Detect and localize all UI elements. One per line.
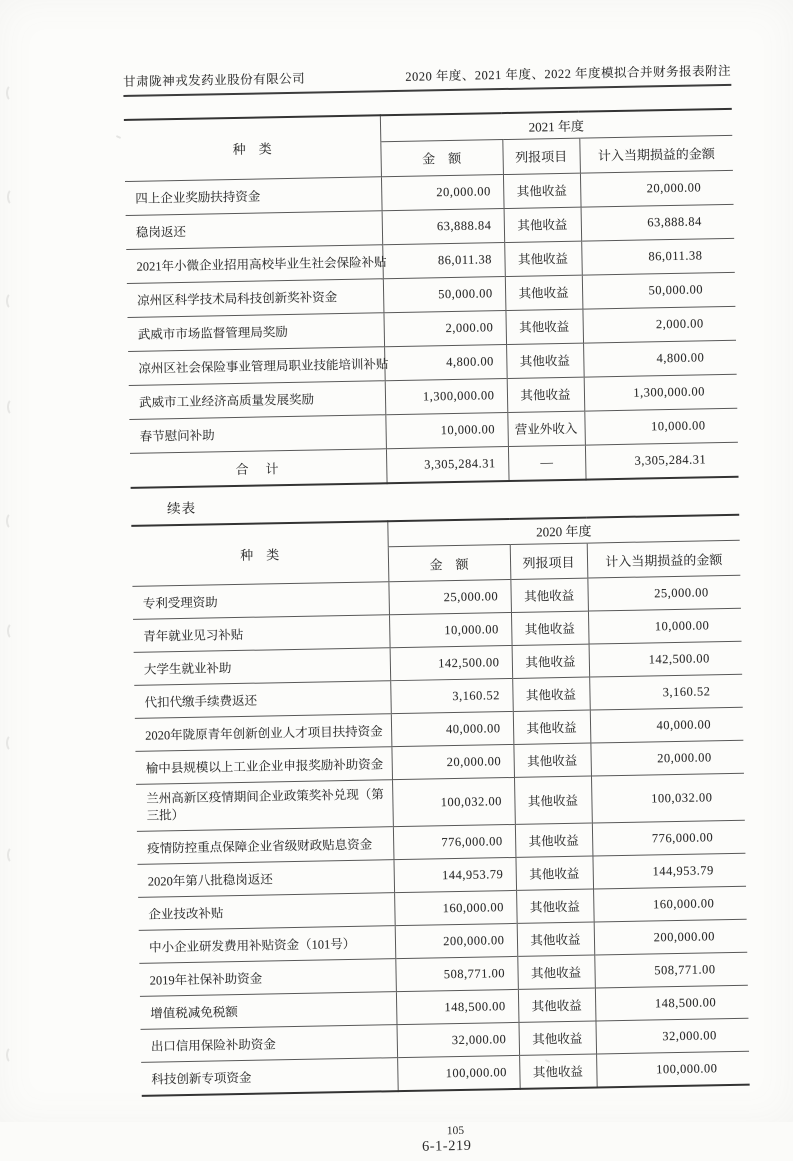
page-content bbox=[123, 61, 751, 1161]
category-cell: 青年就业见习补贴 bbox=[133, 615, 390, 653]
included-cell: 40,000.00 bbox=[590, 707, 744, 743]
category-cell: 兰州高新区疫情期间企业政策奖补兑现（第三批） bbox=[136, 780, 393, 832]
item-cell: 其他收益 bbox=[505, 309, 583, 344]
column-header-item: 列报项目 bbox=[510, 543, 588, 579]
category-cell: 2020年第八批稳岗返还 bbox=[138, 860, 395, 898]
category-cell: 专利受理资助 bbox=[132, 582, 389, 620]
included-cell: 142,500.00 bbox=[589, 641, 743, 677]
included-cell: 148,500.00 bbox=[595, 985, 749, 1021]
item-cell: 其他收益 bbox=[515, 856, 593, 890]
included-cell: 50,000.00 bbox=[582, 272, 736, 309]
item-cell: 其他收益 bbox=[510, 578, 588, 612]
scan-artifact bbox=[6, 1046, 19, 1064]
item-cell: 其他收益 bbox=[512, 677, 590, 711]
category-cell: 四上企业奖励扶持资金 bbox=[125, 176, 382, 215]
total-label: 合 计 bbox=[130, 448, 387, 487]
column-header-included: 计入当期损益的金额 bbox=[579, 135, 733, 173]
period-header: 2021 年度 bbox=[380, 109, 732, 141]
document-header bbox=[123, 61, 731, 97]
amount-cell: 148,500.00 bbox=[396, 989, 519, 1024]
amount-cell: 508,771.00 bbox=[395, 956, 518, 991]
amount-cell: 160,000.00 bbox=[394, 890, 517, 925]
page-footer bbox=[142, 1120, 750, 1161]
item-cell: 其他收益 bbox=[511, 611, 589, 645]
amount-cell: 86,011.38 bbox=[382, 242, 505, 278]
scan-artifact bbox=[6, 734, 19, 752]
included-cell: 2,000.00 bbox=[582, 306, 736, 343]
included-cell: 32,000.00 bbox=[595, 1018, 749, 1054]
total-included: 3,305,284.31 bbox=[585, 442, 739, 479]
item-cell: 其他收益 bbox=[503, 173, 581, 208]
included-cell: 144,953.79 bbox=[592, 853, 746, 889]
category-cell: 科技创新专项资金 bbox=[141, 1058, 398, 1096]
amount-cell: 144,953.79 bbox=[393, 857, 516, 892]
item-cell: 其他收益 bbox=[516, 889, 594, 923]
item-cell: 其他收益 bbox=[517, 955, 595, 989]
included-cell: 86,011.38 bbox=[581, 238, 735, 275]
scan-artifact bbox=[6, 512, 19, 530]
column-header-amount: 金 额 bbox=[380, 139, 503, 176]
item-cell: 其他收益 bbox=[515, 823, 593, 857]
document-number: 6-1-219 bbox=[421, 1138, 472, 1155]
category-cell: 凉州区社会保险事业管理局职业技能培训补贴 bbox=[128, 346, 385, 385]
amount-cell: 20,000.00 bbox=[391, 744, 514, 779]
included-cell: 776,000.00 bbox=[592, 820, 746, 856]
item-cell: 其他收益 bbox=[512, 644, 590, 678]
item-cell: 其他收益 bbox=[513, 710, 591, 744]
scan-artifact bbox=[7, 398, 20, 416]
column-header-item: 列报项目 bbox=[502, 138, 580, 174]
amount-cell: 2,000.00 bbox=[383, 310, 506, 346]
item-cell: 其他收益 bbox=[506, 343, 584, 378]
category-cell: 出口信用保险补助资金 bbox=[141, 1025, 398, 1063]
item-cell: 其他收益 bbox=[517, 922, 595, 956]
item-cell: 其他收益 bbox=[504, 207, 582, 242]
scan-speck bbox=[116, 135, 121, 139]
item-cell: 其他收益 bbox=[505, 275, 583, 310]
amount-cell: 1,300,000.00 bbox=[385, 378, 508, 414]
column-header-included: 计入当期损益的金额 bbox=[587, 540, 741, 578]
included-cell: 3,160.52 bbox=[589, 674, 743, 710]
included-cell: 63,888.84 bbox=[581, 204, 735, 241]
amount-cell: 50,000.00 bbox=[383, 276, 506, 312]
item-cell: 其他收益 bbox=[519, 1054, 597, 1089]
included-cell: 4,800.00 bbox=[583, 340, 737, 377]
included-cell: 160,000.00 bbox=[593, 886, 747, 922]
category-cell: 凉州区科学技术局科技创新奖补资金 bbox=[127, 278, 384, 317]
included-cell: 508,771.00 bbox=[594, 952, 748, 988]
category-cell: 稳岗返还 bbox=[126, 210, 383, 249]
item-cell: 其他收益 bbox=[518, 1021, 596, 1055]
amount-cell: 32,000.00 bbox=[397, 1022, 520, 1057]
category-cell: 武威市市场监督管理局奖励 bbox=[127, 312, 384, 351]
category-cell: 中小企业研发费用补贴资金（101号） bbox=[139, 926, 396, 964]
column-header-category: 种 类 bbox=[239, 546, 280, 563]
amount-cell: 20,000.00 bbox=[381, 174, 504, 210]
company-name: 甘肃陇神戎发药业股份有限公司 bbox=[123, 71, 306, 89]
included-cell: 100,000.00 bbox=[596, 1051, 750, 1087]
column-header-amount: 金 额 bbox=[388, 544, 511, 581]
amount-cell: 3,160.52 bbox=[390, 678, 513, 713]
scan-artifact bbox=[7, 188, 20, 206]
category-cell: 春节慰问补助 bbox=[129, 414, 386, 453]
category-cell: 2021年小微企业招用高校毕业生社会保险补贴 bbox=[126, 244, 383, 283]
amount-cell: 10,000.00 bbox=[385, 412, 508, 448]
period-header: 2020 年度 bbox=[387, 514, 739, 546]
scan-artifact bbox=[6, 84, 19, 102]
category-cell: 代扣代缴手续费返还 bbox=[134, 681, 391, 719]
column-header-category: 种 类 bbox=[232, 141, 272, 158]
amount-cell: 25,000.00 bbox=[388, 579, 511, 614]
included-cell: 20,000.00 bbox=[580, 170, 734, 207]
category-cell: 2020年陇原青年创新创业人才项目扶持资金 bbox=[135, 714, 392, 752]
item-cell: 其他收益 bbox=[507, 377, 585, 412]
amount-cell: 142,500.00 bbox=[390, 645, 513, 680]
subsidy-table-2021 bbox=[124, 108, 739, 489]
continued-table-label: 续表 bbox=[166, 500, 197, 516]
report-title: 2020 年度、2021 年度、2022 年度模拟合并财务报表附注 bbox=[405, 63, 732, 84]
amount-cell: 10,000.00 bbox=[389, 612, 512, 647]
scan-artifact bbox=[7, 622, 20, 640]
included-cell: 10,000.00 bbox=[588, 608, 742, 644]
item-cell: 营业外收入 bbox=[507, 411, 585, 446]
included-cell: 10,000.00 bbox=[584, 408, 738, 445]
category-cell: 武威市工业经济高质量发展奖励 bbox=[129, 380, 386, 419]
total-amount: 3,305,284.31 bbox=[386, 446, 509, 483]
category-cell: 增值税减免税额 bbox=[140, 992, 397, 1030]
category-cell: 大学生就业补助 bbox=[134, 648, 391, 686]
amount-cell: 100,000.00 bbox=[397, 1055, 520, 1091]
amount-cell: 40,000.00 bbox=[391, 711, 514, 746]
included-cell: 200,000.00 bbox=[594, 919, 748, 955]
amount-cell: 63,888.84 bbox=[382, 208, 505, 244]
total-item: — bbox=[508, 445, 586, 481]
amount-cell: 200,000.00 bbox=[395, 923, 518, 958]
item-cell: 其他收益 bbox=[504, 241, 582, 276]
category-cell: 企业技改补贴 bbox=[138, 893, 395, 931]
subsidy-table-2020 bbox=[131, 513, 749, 1097]
page-number: 105 bbox=[446, 1124, 465, 1138]
item-cell: 其他收益 bbox=[514, 776, 592, 824]
included-cell: 20,000.00 bbox=[590, 740, 744, 776]
included-cell: 1,300,000.00 bbox=[584, 374, 738, 411]
item-cell: 其他收益 bbox=[513, 743, 591, 777]
amount-cell: 100,032.00 bbox=[392, 777, 515, 826]
item-cell: 其他收益 bbox=[518, 988, 596, 1022]
included-cell: 100,032.00 bbox=[591, 773, 745, 823]
included-cell: 25,000.00 bbox=[587, 575, 741, 611]
amount-cell: 776,000.00 bbox=[393, 824, 516, 859]
scan-artifact bbox=[6, 292, 19, 310]
amount-cell: 4,800.00 bbox=[384, 344, 507, 380]
category-cell: 榆中县规模以上工业企业申报奖励补助资金 bbox=[135, 747, 392, 785]
category-cell: 疫情防控重点保障企业省级财政贴息资金 bbox=[137, 827, 394, 865]
scan-artifact bbox=[7, 846, 20, 864]
category-cell: 2019年社保补助资金 bbox=[139, 959, 396, 997]
